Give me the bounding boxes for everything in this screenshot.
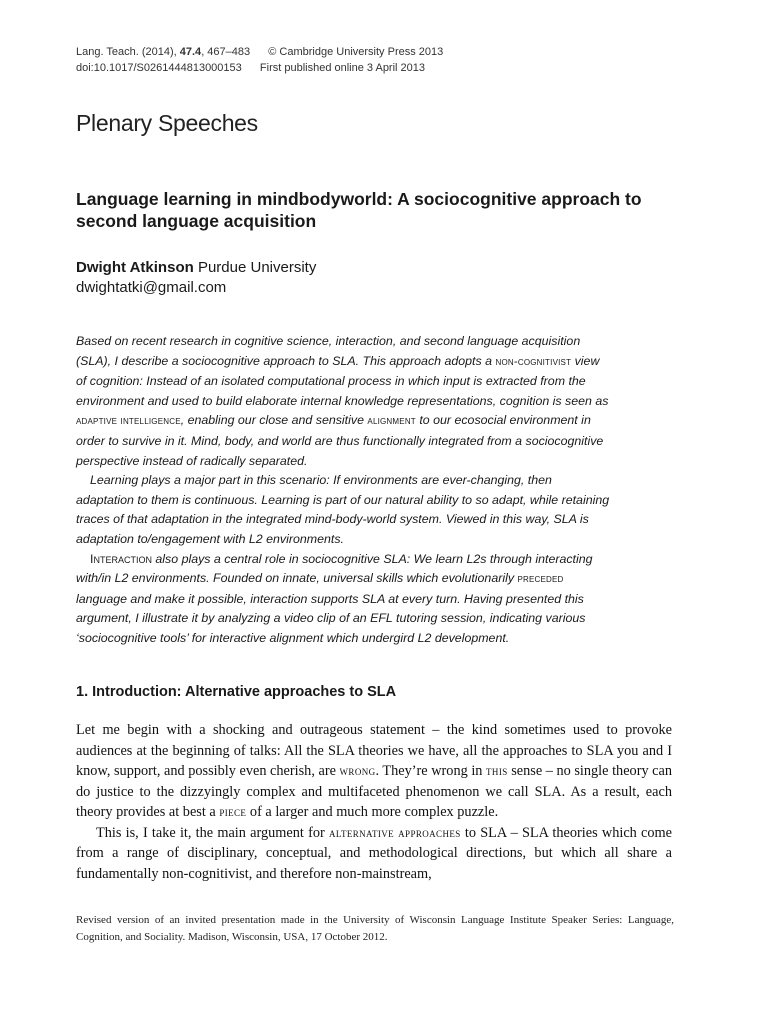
citation-header [76, 44, 443, 76]
author-name: Dwight Atkinson [76, 259, 194, 276]
page-range: , 467–483 [201, 46, 251, 58]
citation-line [76, 44, 443, 60]
doi-link[interactable]: doi:10.1017/S0261444813000153 [76, 62, 242, 74]
doi-line [76, 60, 443, 76]
copyright-notice: © Cambridge University Press 2013 [268, 46, 444, 58]
abstract-paragraph: Interaction also plays a central role in sociocognitive SLA: We learn L2s through interacting with/in L2 environments. Founded on innate, universal skills which evolutionarily preceded language and make it possible, interaction supports SLA at every turn. Having presented this argument, I illustrate it by analyzing a video clip of an EFL tutoring session, indicating various ‘sociocognitive tools’ for interactive alignment which undergird L2 development. [76, 551, 593, 645]
author-email[interactable]: dwightatki@gmail.com [76, 279, 227, 296]
author-affiliation: Purdue University [193, 259, 317, 276]
abstract-paragraph: Based on recent research in cognitive science, interaction, and second language acquisition (SLA), I describe a sociocognitive approach to SLA. This approach adopts a non-cognitivist view of cognition: Instead of an isolated computational process in which input is extracted from the environment and used to build elaborate internal knowledge representations, cognition is seen as adaptive intelligence, enabling our close and sensitive alignment to our ecosocial environment in order to survive in it. Mind, body, and world are thus functionally integrated from a sociocognitive perspective instead of radically separated. [76, 334, 609, 468]
article-title: Language learning in mindbodyworld: A sociocognitive approach to second language acquisition [76, 189, 642, 231]
volume-number: 47.4 [179, 46, 202, 58]
body-paragraph: This is, I take it, the main argument for alternative approaches to SLA – SLA theories which come from a range of disciplinary, conceptual, and methodological directions, but which all share a fundamentally non-cognitivist, and therefore non-mainstream, [76, 824, 672, 882]
abstract [76, 332, 612, 649]
author-line [76, 258, 316, 278]
section-1-heading: 1. Introduction: Alternative approaches to SLA [76, 684, 397, 700]
section-heading: Plenary Speeches [76, 110, 258, 136]
publication-date: First published online 3 April 2013 [259, 62, 426, 74]
abstract-paragraph: Learning plays a major part in this scenario: If environments are ever-changing, then adaptation to them is continuous. Learning is part of our natural ability to so adapt, while retaining traces of that adaptation in the integrated mind-body-world system. Viewed in this way, SLA is adaptation to/engagement with L2 environments. [76, 473, 610, 546]
body-text [76, 720, 672, 884]
journal-citation: Lang. Teach. (2014), [76, 46, 177, 58]
footnote: Revised version of an invited presentation made in the University of Wisconsin Language Institute Speaker Series: Language, Cognition, and Sociality. Madison, Wisconsin, USA, 17 October 2012. [76, 914, 674, 943]
body-paragraph: Let me begin with a shocking and outrageous statement – the kind sometimes used to provoke audiences at the beginning of talks: All the SLA theories we have, all the approaches to SLA you and I know, support, and possibly even cherish, are wrong. They’re wrong in this sense – no single theory can do justice to the dizzyingly complex and multifaceted phenomenon we call SLA. As a result, each theory provides at best a piece of a larger and much more complex puzzle. [76, 722, 673, 820]
